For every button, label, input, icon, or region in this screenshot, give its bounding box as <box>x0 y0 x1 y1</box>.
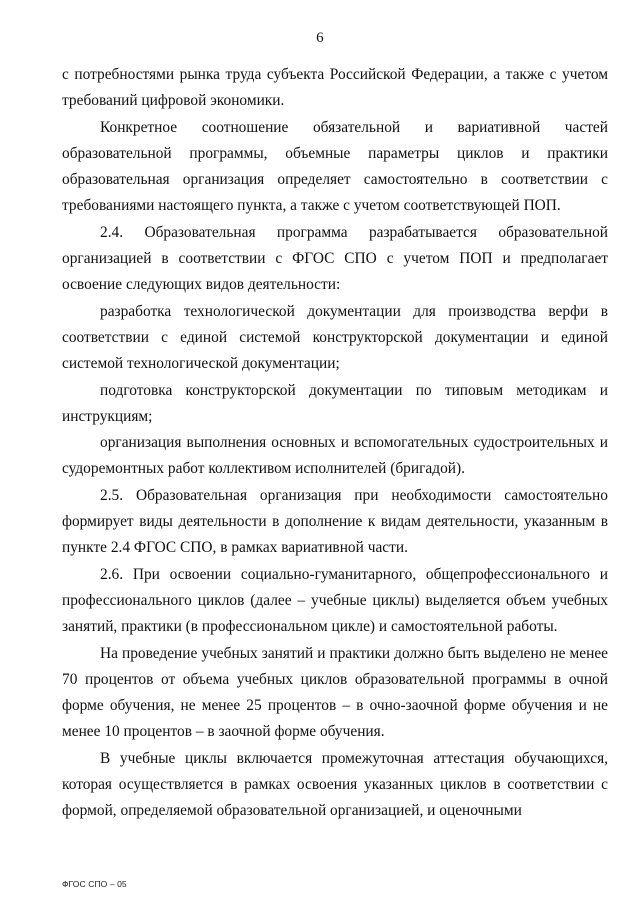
paragraph-hours-share: На проведение учебных занятий и практики должно быть выделено не менее 70 процентов от объема учебных циклов образовательной программы в очной форме обучения, не менее 25 процентов – в очно-заочной форме обучения и не менее 10 процентов – в заочной форме обучения. <box>62 644 608 741</box>
document-body <box>62 62 608 825</box>
paragraph-continuation: с потребностями рынка труда субъекта Российской Федерации, а также с учетом требований цифровой экономики. <box>62 66 608 110</box>
activity-item-3: организация выполнения основных и вспомогательных судостроительных и судоремонтных работ коллективом исполнителей (бригадой). <box>62 434 608 478</box>
activity-item-2: подготовка конструкторской документации по типовым методикам и инструкциям; <box>62 381 608 425</box>
paragraph-2-4: 2.4. Образовательная программа разрабатывается образовательной организацией в соответствии с ФГОС СПО с учетом ПОП и предполагает освоение следующих видов деятельности: <box>62 223 608 294</box>
page-number: 6 <box>316 30 324 46</box>
paragraph-2-5: 2.5. Образовательная организация при необходимости самостоятельно формирует виды деятельности в дополнение к видам деятельности, указанным в пункте 2.4 ФГОС СПО, в рамках вариативной части. <box>62 486 608 557</box>
paragraph-2-6: 2.6. При освоении социально-гуманитарного, общепрофессионального и профессионального циклов (далее – учебные циклы) выделяется объем учебных занятий, практики (в профессиональном цикле) и самостоятельной работы. <box>62 565 608 636</box>
footer-code: ФГОС СПО – 05 <box>62 879 127 889</box>
paragraph-ratio: Конкретное соотношение обязательной и вариативной частей образовательной программы, объемные параметры циклов и практики образовательная организация определяет самостоятельно в соответствии с требованиями настоящего пункта, а также с учетом соответствующей ПОП. <box>62 118 608 215</box>
activity-item-1: разработка технологической документации для производства верфи в соответствии с единой системой конструкторской документации и единой системой технологической документации; <box>62 302 608 373</box>
paragraph-attestation: В учебные циклы включается промежуточная аттестация обучающихся, которая осуществляется в рамках освоения указанных циклов в соответствии с формой, определяемой образовательной организацией, и оценочными <box>62 749 608 820</box>
